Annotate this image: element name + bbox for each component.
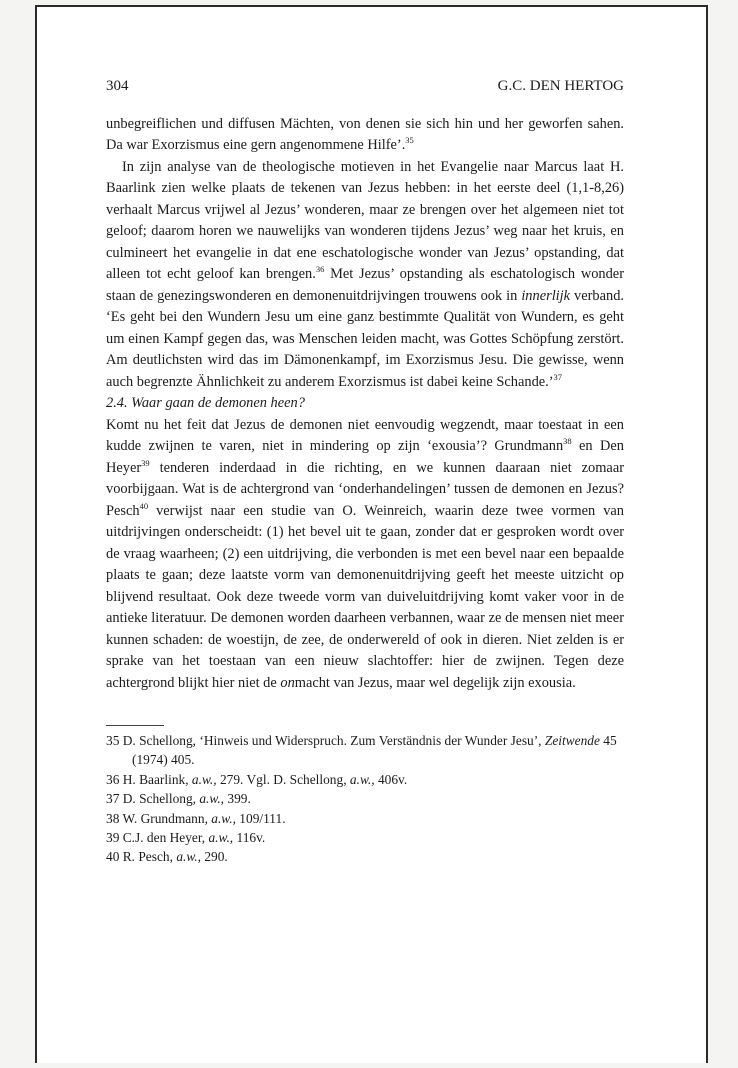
footnote-40: 40 R. Pesch, a.w., 290. — [106, 849, 228, 865]
footnote-36: 36 H. Baarlink, a.w., 279. Vgl. D. Schellong, a.w., 406v. — [106, 771, 408, 787]
paragraph-3: Komt nu het feit dat Jezus de demonen niet eenvoudig wegzendt, maar toestaat in een kudde zwijnen te varen, niet in mindering op zijn ‘exousia’? Grundmann$^{38}$ en Den Heyer$^{39}$ tenderen inderdaad in die richting, en we kunnen daaraan niet zomaar voorbijgaan. Wat is de achtergrond van ‘onderhandelingen’ tussen de demonen en Jezus? Pesch$^{40}$ verwijst naar een studie van O. Weinreich, waarin deze twee vormen van uitdrijvingen onderscheidt: (1) het bevel uit te gaan, zonder dat er gesproken wordt over de vraag waarheen; (2) een uitdrijving, die verbonden is met een bevel naar een bepaalde plaats te gaan; deze laatste vorm van demonenuitdrijving geeft het meeste uitzicht op blijvend resultaat. Ook deze tweede vorm van duiveluitdrijving komt vaker voor in de antieke literatuur. De demonen worden daarheen verbannen, waar ze de mensen niet meer kunnen schaden: de woestijn, de zee, de onderwereld of ook in dieren. Niet zelden is er sprake van het toestaan van een nieuw slachtoffer: hier de zwijnen. Tegen deze achtergrond blijkt hier niet de onmacht van Jezus, maar wel degelijk zijn exousia. — [106, 416, 624, 691]
note-ref: 35 — [405, 135, 414, 146]
footnote-39: 39 C.J. den Heyer, a.w., 116v. — [106, 830, 266, 846]
note-ref: 38 — [563, 436, 572, 447]
page-number: 304 — [106, 78, 129, 94]
section-heading: 2.4. Waar gaan de demonen heen? — [106, 395, 305, 411]
paragraph-1: unbegreiflichen und diffusen Mächten, von denen sie sich hin und her geworfen sahen. Da war Exorzismus eine gern angenommene Hilfe’.$^{35}$ — [106, 115, 624, 153]
paragraph-2: In zijn analyse van de theologische motieven in het Evangelie naar Marcus laat H. Baarlink zien welke plaats de tekenen van Jezus hebben: in het eerste deel (1,1-8,26) verhaalt Marcus vrijwel al Jezus’ wonderen, maar ze brengen over het algemeen niet tot geloof; daarom horen we nauwelijks van wonderen tijdens Jezus’ weg naar het kruis, en culmineert het evangelie in dat ene eschatologische wonder van Jezus’ opstanding, dat alleen tot echt geloof kan brengen.$^{36}$ Met Jezus’ opstanding als eschatologisch wonder staan de genezingswonderen en demonenuitdrijvingen trouwens ook in innerlijk verband. ‘Es geht bei den Wundern Jesu um eine ganz bestimmte Qualität von Wundern, es geht um einen Kampf gegen das, was Menschen leiden macht, was Gottes Schöpfung zerstört. Am deutlichsten wird das im Dämonenkampf, im Exorzismus Jesu. Die gewisse, wenn auch begrenzte Ähnlichkeit zu anderem Exorzismus ist dabei keine Schande.’$^{37}$ — [106, 158, 624, 390]
note-ref: 36 — [315, 264, 325, 275]
note-ref: 40 — [139, 500, 149, 511]
footnote-rule — [106, 725, 164, 726]
note-ref: 37 — [553, 371, 563, 382]
running-head — [106, 76, 624, 98]
running-title: G.C. DEN HERTOG — [497, 78, 624, 94]
body-text — [106, 114, 624, 695]
page — [106, 76, 624, 867]
footnote-38: 38 W. Grundmann, a.w., 109/111. — [106, 810, 286, 826]
note-ref: 39 — [141, 457, 150, 468]
footnote-35: 35 D. Schellong, ‘Hinweis und Widerspruch. Zum Verständnis der Wunder Jesu’, Zeitwende 45 (1974) 405. — [106, 733, 617, 768]
footnote-37: 37 D. Schellong, a.w., 399. — [106, 791, 251, 807]
footnotes — [106, 725, 624, 867]
